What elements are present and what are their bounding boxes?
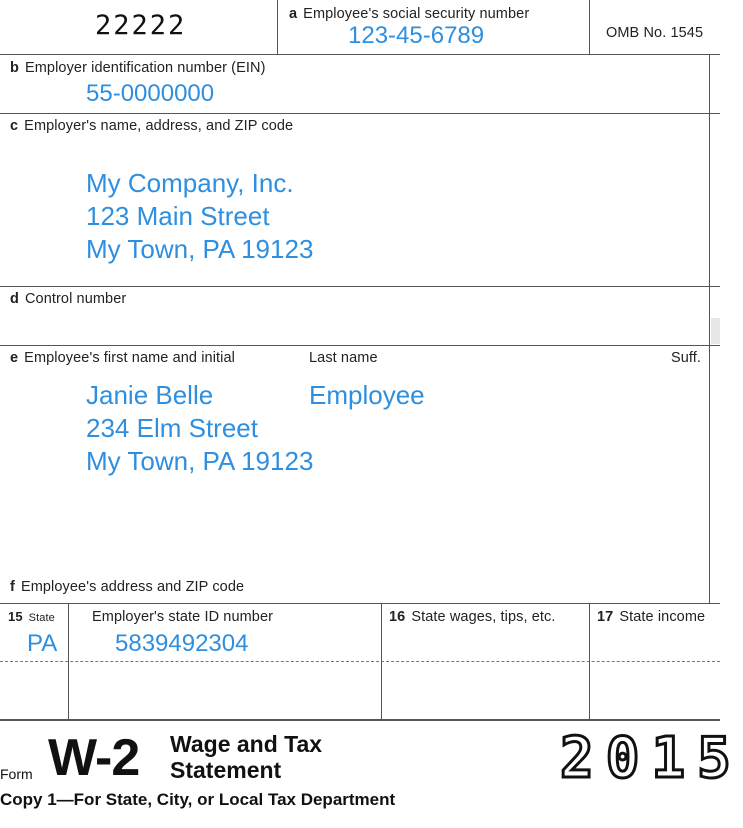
rule-bottom — [0, 719, 720, 721]
tax-year: 2015 — [560, 726, 743, 791]
box-e-letter: e — [10, 350, 19, 366]
box-d-letter: d — [10, 291, 19, 307]
rule-after-d — [0, 345, 720, 346]
box-16-text: State wages, tips, etc. — [411, 609, 556, 625]
copy-designation: Copy 1—For State, City, or Local Tax Department — [0, 790, 396, 809]
ein-value[interactable]: 55-0000000 — [86, 80, 215, 107]
rule-16-divider — [381, 604, 382, 720]
box-d-text: Control number — [24, 291, 127, 307]
form-word: Form — [0, 766, 33, 782]
box-e-label — [10, 350, 235, 366]
form-code: 22222 — [95, 10, 187, 41]
state-id-label: Employer's state ID number — [92, 609, 274, 625]
box-17-label — [597, 609, 705, 625]
rule-state-dashed — [0, 661, 720, 662]
box-d-label — [10, 291, 126, 307]
state-id-value[interactable]: 5839492304 — [115, 630, 249, 657]
rule-after-f — [0, 603, 720, 604]
employee-last-name[interactable]: Employee — [309, 380, 425, 410]
box-f-text: Employee's address and ZIP code — [20, 579, 245, 595]
box-e-text: Employee's first name and initial — [24, 350, 235, 366]
rule-17-divider — [589, 604, 590, 720]
rule-top-row — [0, 54, 720, 55]
box-17-text: State income — [619, 609, 706, 625]
rule-state-divider — [68, 604, 69, 720]
box-f-label — [10, 579, 244, 595]
box-b-text: Employer identification number (EIN) — [24, 60, 266, 76]
form-name: W-2 — [48, 729, 140, 787]
box-c-letter: c — [10, 118, 19, 134]
box-15-number: 15 — [8, 609, 23, 624]
box-a-text: Employee's social security number — [303, 6, 530, 22]
box-16-number: 16 — [389, 609, 406, 625]
box-c-label — [10, 118, 293, 134]
box-f-letter: f — [10, 579, 15, 595]
omb-number: OMB No. 1545 — [606, 25, 704, 41]
box-a-letter: a — [289, 6, 298, 22]
form-title-line1: Wage and Tax — [170, 731, 323, 757]
box-15-text: State — [28, 612, 55, 624]
rule-omb-divider — [589, 0, 590, 55]
box-a-label — [289, 6, 529, 22]
employee-street[interactable]: 234 Elm Street — [86, 413, 258, 443]
ssn-value[interactable]: 123-45-6789 — [348, 22, 485, 49]
box-b-letter: b — [10, 60, 19, 76]
form-title-line2: Statement — [170, 757, 282, 783]
rule-code-divider — [277, 0, 278, 55]
rule-after-b — [0, 113, 720, 114]
box-16-label — [389, 609, 556, 625]
rule-after-c — [0, 286, 720, 287]
box-c-text: Employer's name, address, and ZIP code — [24, 118, 294, 134]
last-name-label: Last name — [309, 350, 378, 366]
box-17-number: 17 — [597, 609, 614, 625]
state-value[interactable]: PA — [27, 630, 58, 657]
employer-street[interactable]: 123 Main Street — [86, 201, 270, 231]
rule-right-edge — [709, 54, 710, 604]
employee-first-name[interactable]: Janie Belle — [86, 380, 214, 410]
suffix-label: Suff. — [671, 350, 702, 366]
employer-name[interactable]: My Company, Inc. — [86, 168, 294, 198]
employer-city[interactable]: My Town, PA 19123 — [86, 234, 314, 264]
box-b-label — [10, 60, 266, 76]
box-15-label — [8, 609, 55, 624]
employee-city[interactable]: My Town, PA 19123 — [86, 446, 314, 476]
right-edge-shade-1 — [711, 318, 720, 344]
